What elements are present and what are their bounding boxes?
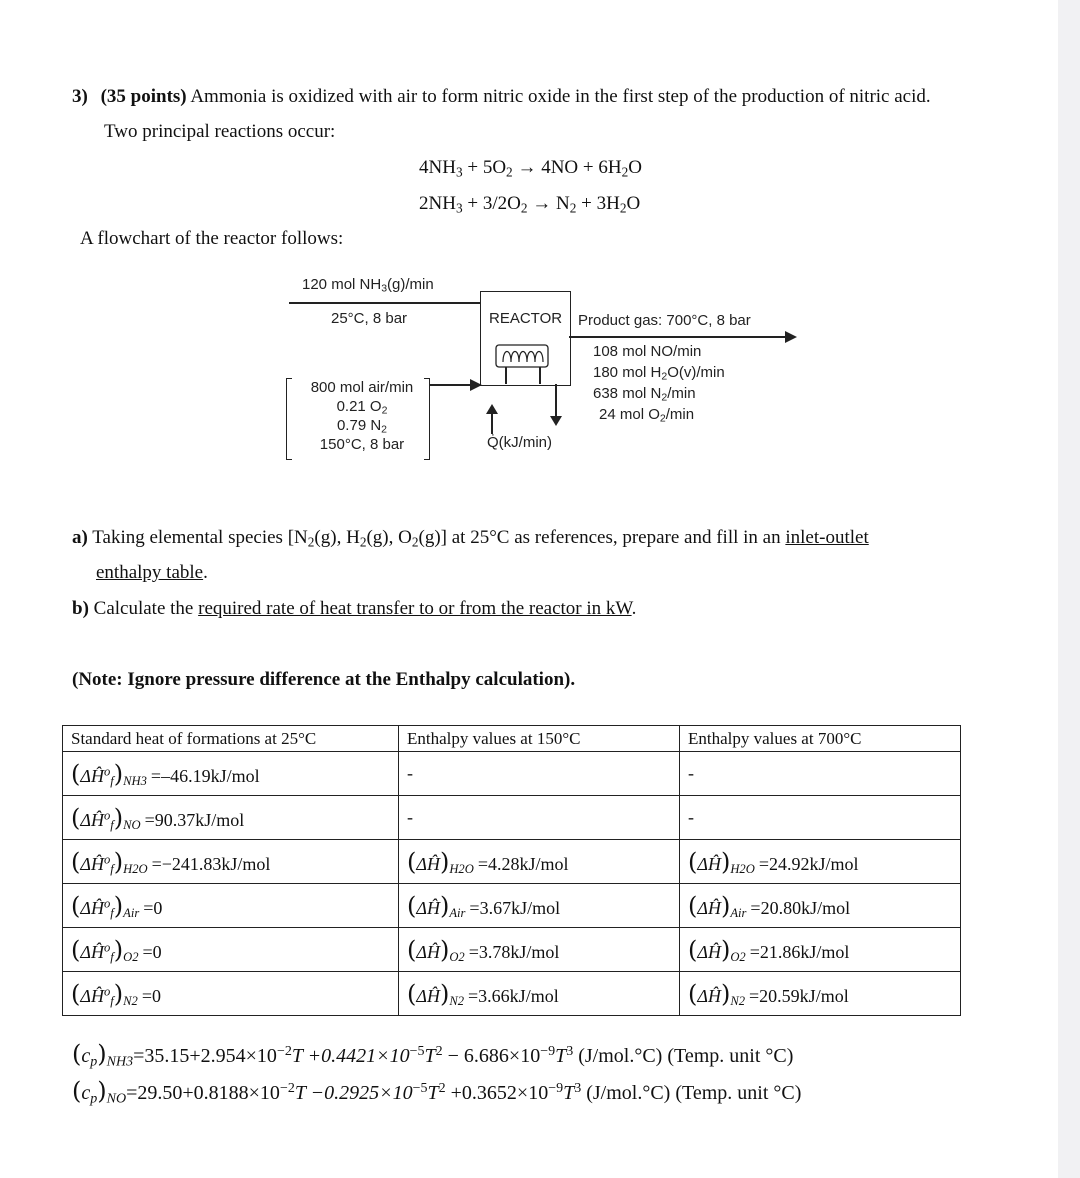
product-no: 108 mol NO/min	[593, 343, 702, 360]
air-flow: 800 mol air/min	[310, 379, 414, 396]
h150-cell: $(\Delta Ĥ)_{H2O} =4.28kJ/mol$	[399, 840, 680, 884]
air-conditions: 150°C, 8 bar	[319, 436, 405, 453]
header-heat-of-formation: Standard heat of formations at 25°C	[63, 726, 399, 752]
reactor-box	[480, 291, 571, 386]
table-row	[63, 928, 961, 972]
heating-coil-icon	[495, 344, 549, 368]
heat-up-arrow-icon	[486, 404, 498, 414]
hf-cell: $(\Delta Ĥ^o_f)_{O2} =0$	[63, 928, 399, 972]
hf-cell: $(\Delta Ĥ^o_f)_{H2O} =-241.83kJ/mol$	[63, 840, 399, 884]
h150-cell: $(\Delta Ĥ)_{O2} =3.78kJ/mol$	[399, 928, 680, 972]
coil-lead-right	[539, 367, 541, 384]
h700-cell: $(\Delta Ĥ)_{N2} =20.59kJ/mol$	[680, 972, 961, 1016]
header-enthalpy-150: Enthalpy values at 150°C	[399, 726, 680, 752]
air-stream-line	[429, 384, 472, 386]
hf-cell: $(\Delta Ĥ^o_f)_{NH3} =-46.19kJ/mol$	[63, 752, 399, 796]
problem-number: 3)	[72, 86, 88, 107]
air-n2: 0.79 $N_2$	[336, 417, 388, 436]
table-row	[63, 972, 961, 1016]
hf-cell: $(\Delta Ĥ^o_f)_{N2} =0$	[63, 972, 399, 1016]
header-enthalpy-700: Enthalpy values at 700°C	[680, 726, 961, 752]
table-row	[63, 840, 961, 884]
heat-out-line	[555, 384, 557, 418]
problem-statement-line2: Two principal reactions occur:	[104, 121, 336, 142]
product-arrow-icon	[785, 331, 797, 343]
air-bracket-right	[424, 378, 430, 460]
reactor-label: REACTOR	[489, 310, 563, 327]
question-b: b) Calculate the required rate of heat transfer to or from the reactor in kW.	[72, 598, 637, 619]
reaction-1: $4NH_3 + 5O_2 \to 4NO + 6H_2O$	[419, 157, 642, 180]
h150-cell: -	[399, 752, 680, 796]
h700-cell: $(\Delta Ĥ)_{O2} =21.86kJ/mol$	[680, 928, 961, 972]
h150-cell: -	[399, 796, 680, 840]
feed-stream-line	[289, 302, 480, 304]
h700-cell: $(\Delta Ĥ)_{H2O} =24.92kJ/mol$	[680, 840, 961, 884]
h150-cell: $(\Delta Ĥ)_{Air} =3.67kJ/mol$	[399, 884, 680, 928]
feed-nh3-label: 120 mol $NH_3(g)/\min$	[302, 276, 434, 295]
note: (Note: Ignore pressure difference at the Enthalpy calculation).	[72, 669, 576, 690]
hf-cell: $(\Delta Ĥ^o_f)_{NO} =90.37kJ/mol$	[63, 796, 399, 840]
problem-points: (35 points)	[100, 86, 187, 107]
flowchart-intro: A flowchart of the reactor follows:	[80, 228, 344, 249]
coil-lead-left	[505, 367, 507, 384]
problem-statement-line1	[72, 86, 931, 108]
question-a-line2: enthalpy table.	[96, 562, 208, 583]
page-edge-strip	[1058, 0, 1080, 1178]
table-row	[63, 884, 961, 928]
product-h2o: 180 mol $H_2O(v)/\min$	[593, 364, 725, 383]
feed-nh3-conditions: 25°C, 8 bar	[331, 310, 408, 327]
question-a-line1: a) Taking elemental species [$N_2(g)$, $H_2(g)$, $O_2(g)$] at 25°C as references, prepare and fill in an inlet-outlet	[72, 527, 869, 550]
air-arrow-icon	[470, 379, 482, 391]
reaction-2: $2NH_3 + 3/2O_2 \to N_2 + 3H_2O$	[419, 193, 641, 216]
air-feed-composition	[302, 378, 422, 454]
h150-cell: $(\Delta Ĥ)_{N2} =3.66kJ/mol$	[399, 972, 680, 1016]
h700-cell: -	[680, 796, 961, 840]
cp-equation-no: $(c_p)_{NO}=29.50+0.8188\times 10^{-2}T -0.2925\times 10^{-5}T^2 +0.3652\times 10^{-9}T^3$ (J/mol.°C) (Temp. unit °C)	[72, 1077, 802, 1107]
heat-rate-label: Q̇(kJ/min)	[487, 434, 552, 451]
table-row	[63, 752, 961, 796]
air-o2: 0.21 $O_2$	[336, 398, 388, 417]
table-header-row	[63, 726, 961, 752]
problem-intro: Ammonia is oxidized with air to form nitric oxide in the first step of the production of nitric acid.	[190, 86, 931, 107]
product-stream-line	[569, 336, 789, 338]
h700-cell: -	[680, 752, 961, 796]
product-gas-label: Product gas: 700°C, 8 bar	[578, 312, 751, 329]
cp-equation-nh3: $(c_p)_{NH3}=35.15+2.954\times 10^{-2}T +0.4421\times 10^{-5}T^2 - 6.686\times 10^{-9}T^3$ (J/mol.°C) (Temp. unit °C)	[72, 1040, 794, 1070]
product-composition	[593, 341, 725, 425]
table-row	[63, 796, 961, 840]
heat-down-arrow-icon	[550, 416, 562, 426]
h700-cell: $(\Delta Ĥ)_{Air} =20.80kJ/mol$	[680, 884, 961, 928]
enthalpy-data-table	[62, 725, 961, 1016]
air-bracket-left	[286, 378, 292, 460]
product-n2: 638 mol $N_2/\min$	[593, 385, 696, 404]
product-o2: 24 mol $O_2/\min$	[599, 406, 695, 425]
hf-cell: $(\Delta Ĥ^o_f)_{Air} =0$	[63, 884, 399, 928]
